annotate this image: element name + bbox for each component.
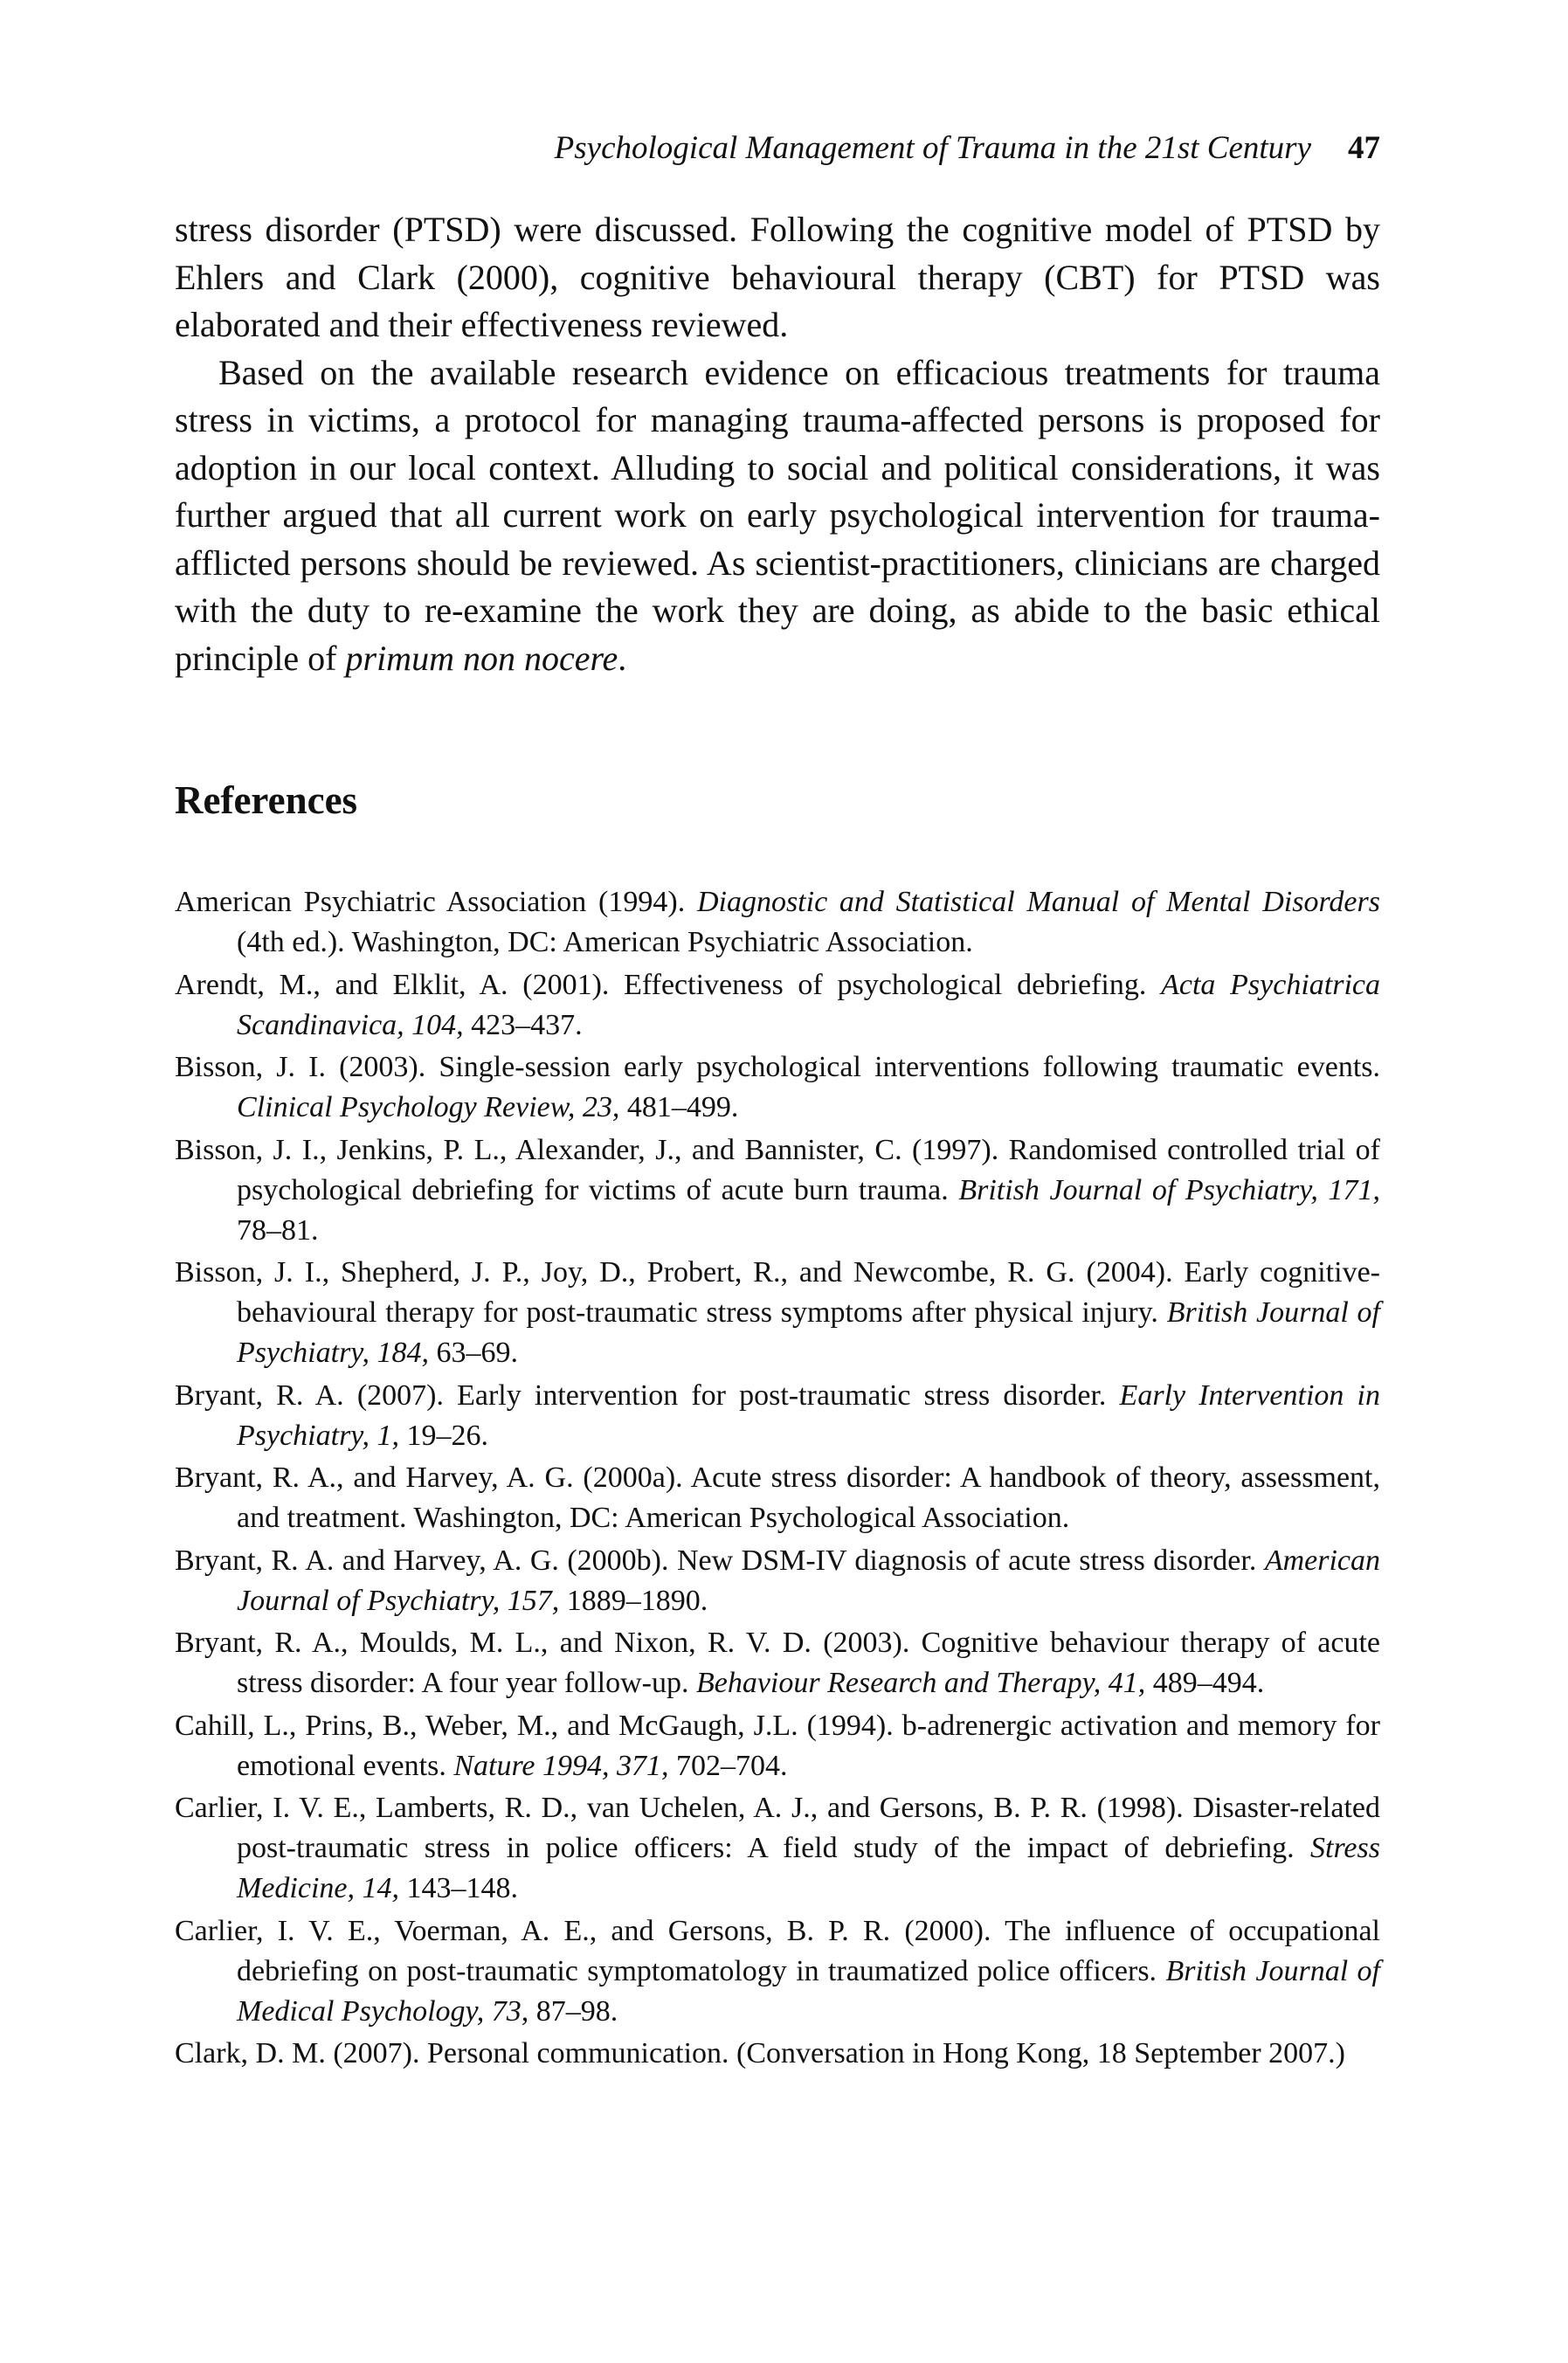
reference-tail: 78–81. bbox=[237, 1213, 319, 1247]
reference-text: Bryant, R. A., and Harvey, A. G. (2000a). Acute stress disorder: A handbook of theory, assessment, and treatment. Washington, DC: American Psychological Association. bbox=[175, 1461, 1380, 1534]
reference-source: Acta Psychiatrica Scandinavica, 104, bbox=[237, 968, 1380, 1041]
reference-item bbox=[175, 1458, 1380, 1538]
reference-text: Carlier, I. V. E., Lamberts, R. D., van Uchelen, A. J., and Gersons, B. P. R. (1998). Disaster-related post-traumatic stress in police officers: A field study of the impact of debriefing. bbox=[175, 1792, 1380, 1864]
reference-tail: 423–437. bbox=[463, 1008, 583, 1041]
running-header bbox=[175, 129, 1380, 168]
reference-tail: 702–704. bbox=[668, 1749, 788, 1782]
reference-source: Nature 1994, 371, bbox=[453, 1749, 669, 1782]
reference-item bbox=[175, 1253, 1380, 1373]
reference-text: Bryant, R. A. (2007). Early intervention for post-traumatic stress disorder. bbox=[175, 1378, 1120, 1412]
reference-tail: 481–499. bbox=[619, 1091, 739, 1123]
reference-source: British Journal of Psychiatry, 184, bbox=[237, 1296, 1380, 1369]
reference-item bbox=[175, 2034, 1380, 2074]
reference-source: Stress Medicine, 14, bbox=[237, 1832, 1380, 1904]
reference-item bbox=[175, 1706, 1380, 1786]
body-text bbox=[175, 206, 1380, 682]
reference-source: Behaviour Research and Therapy, 41, bbox=[695, 1667, 1146, 1699]
reference-source: British Journal of Psychiatry, 171, bbox=[958, 1173, 1381, 1206]
paragraph-1: stress disorder (PTSD) were discussed. Following the cognitive model of PTSD by Ehlers and Clark (2000), cognitive behavioural therapy (CBT) for PTSD was elaborated and their effectiveness reviewed. bbox=[175, 210, 1380, 344]
reference-text: American Psychiatric Association (1994). bbox=[175, 886, 697, 918]
reference-item bbox=[175, 1376, 1380, 1456]
reference-tail: 63–69. bbox=[429, 1337, 519, 1369]
reference-list bbox=[175, 882, 1380, 2076]
paragraph-2-emphasis: primum non nocere bbox=[345, 638, 618, 678]
page-number: 47 bbox=[1348, 130, 1380, 166]
reference-text: Clark, D. M. (2007). Personal communication. (Conversation in Hong Kong, 18 September 2007.) bbox=[175, 2037, 1345, 2069]
reference-text: Bisson, J. I., Jenkins, P. L., Alexander, J., and Bannister, C. (1997). Randomised controlled trial of psychological debriefing for victims of acute burn trauma. bbox=[175, 1133, 1380, 1206]
reference-item bbox=[175, 1911, 1380, 2032]
reference-source: Clinical Psychology Review, 23, bbox=[237, 1091, 620, 1123]
reference-item bbox=[175, 965, 1380, 1046]
reference-item bbox=[175, 1623, 1380, 1703]
paragraph-2 bbox=[175, 349, 1380, 683]
reference-source: British Journal of Medical Psychology, 73, bbox=[237, 1954, 1380, 2028]
reference-item bbox=[175, 882, 1380, 963]
references-heading: References bbox=[175, 778, 358, 822]
reference-text: Bryant, R. A., Moulds, M. L., and Nixon, R. V. D. (2003). Cognitive behaviour therapy of acute stress disorder: A four year follow-up. bbox=[175, 1627, 1380, 1699]
reference-item bbox=[175, 1047, 1380, 1128]
reference-item bbox=[175, 1130, 1380, 1251]
reference-item bbox=[175, 1788, 1380, 1909]
reference-text: Bryant, R. A. and Harvey, A. G. (2000b). New DSM-IV diagnosis of acute stress disorder. bbox=[175, 1544, 1265, 1577]
reference-tail: 87–98. bbox=[528, 1994, 618, 2028]
reference-text: Bisson, J. I., Shepherd, J. P., Joy, D., Probert, R., and Newcombe, R. G. (2004). Early cognitive-behavioural therapy for post-traumatic stress symptoms after physical injury. bbox=[175, 1256, 1380, 1329]
paragraph-2-text: Based on the available research evidence on efficacious treatments for trauma stress in victims, a protocol for managing trauma-affected persons is proposed for adoption in our local context. Alluding to social and political considerations, it was further argued that all current work on early psychological intervention for trauma-afflicted persons should be reviewed. As scientist-practitioners, clinicians are charged with the duty to re-examine the work they are doing, as abide to the basic ethical principle of bbox=[175, 352, 1380, 678]
reference-tail: 143–148. bbox=[399, 1872, 518, 1904]
reference-source: American Journal of Psychiatry, 157, bbox=[237, 1544, 1380, 1617]
reference-tail: 489–494. bbox=[1145, 1667, 1265, 1699]
reference-tail: (4th ed.). Washington, DC: American Psychiatric Association. bbox=[237, 926, 973, 958]
paragraph-2-end: . bbox=[618, 638, 627, 678]
reference-text: Carlier, I. V. E., Voerman, A. E., and Gersons, B. P. R. (2000). The influence of occupational debriefing on post-traumatic symptomatology in traumatized police officers. bbox=[175, 1914, 1380, 1987]
reference-tail: 1889–1890. bbox=[559, 1584, 708, 1617]
reference-tail: 19–26. bbox=[399, 1419, 489, 1452]
reference-text: Arendt, M., and Elklit, A. (2001). Effectiveness of psychological debriefing. bbox=[175, 968, 1162, 1001]
reference-text: Bisson, J. I. (2003). Single-session early psychological interventions following traumatic events. bbox=[175, 1051, 1380, 1083]
reference-item bbox=[175, 1541, 1380, 1621]
reference-source: Early Intervention in Psychiatry, 1, bbox=[237, 1378, 1380, 1452]
reference-text: Cahill, L., Prins, B., Weber, M., and McGaugh, J.L. (1994). b-adrenergic activation and memory for emotional events. bbox=[175, 1709, 1380, 1782]
running-title: Psychological Management of Trauma in the 21st Century bbox=[554, 130, 1311, 166]
reference-source: Diagnostic and Statistical Manual of Mental Disorders bbox=[696, 886, 1380, 918]
